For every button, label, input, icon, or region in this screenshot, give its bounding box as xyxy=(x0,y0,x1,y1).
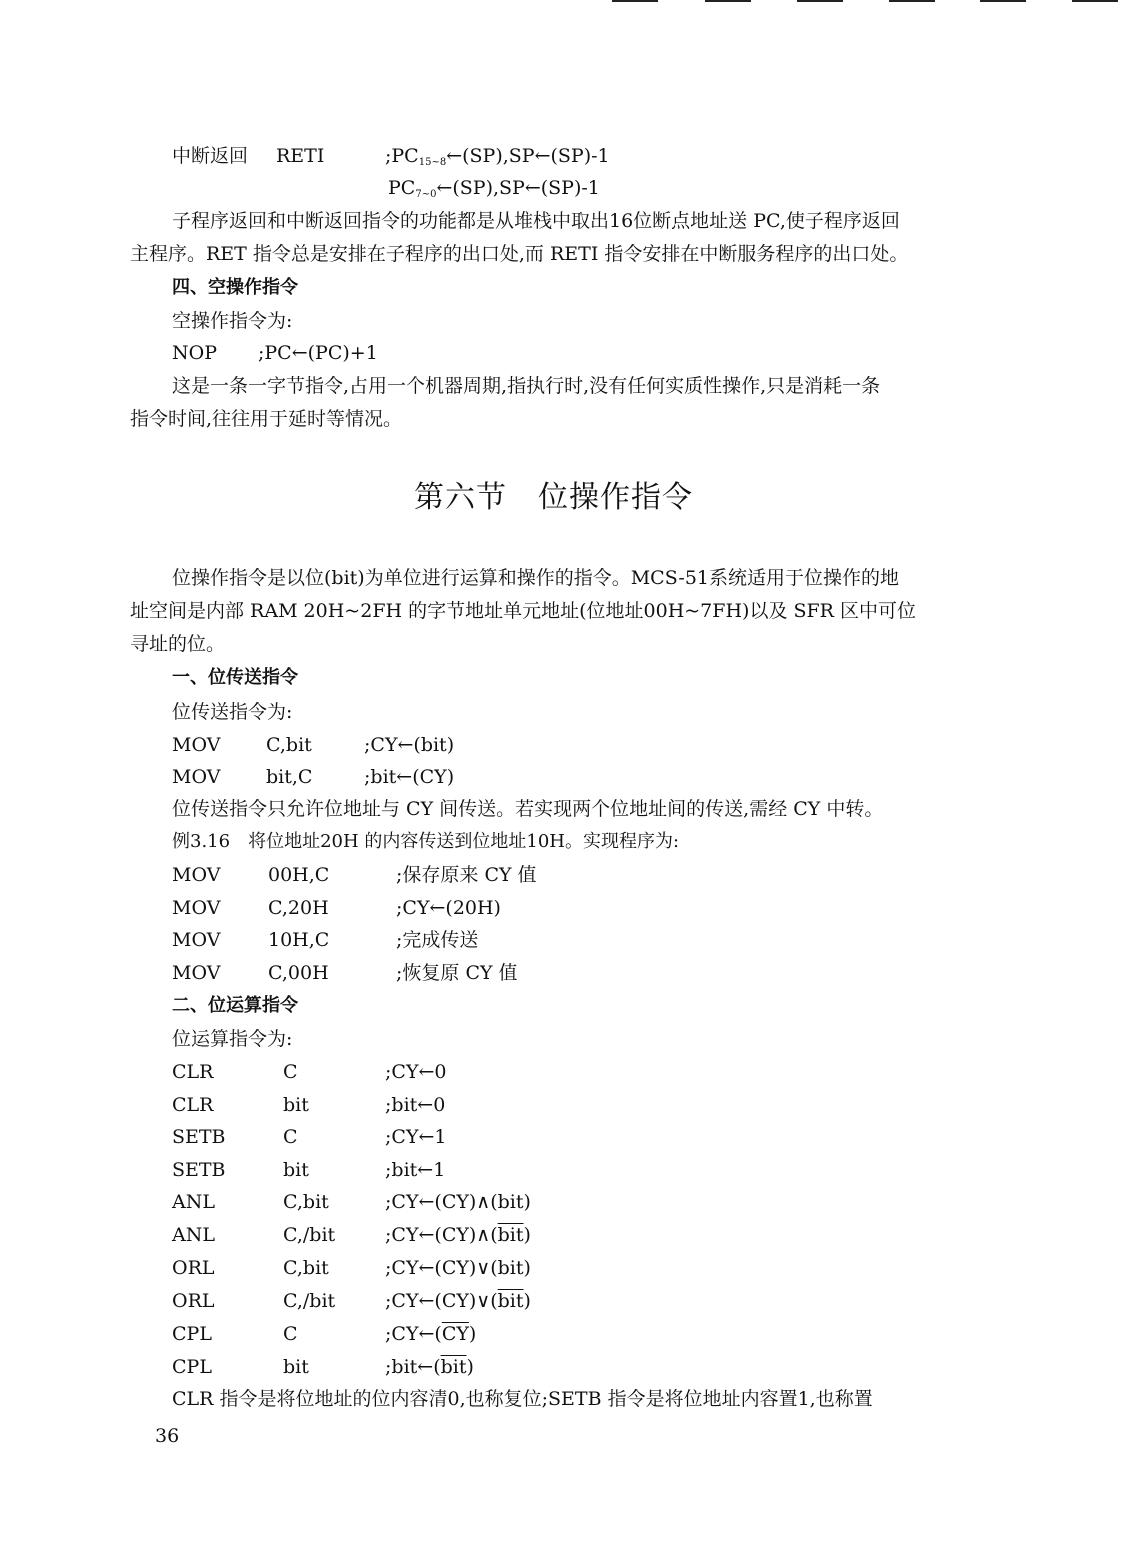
instruction-op: MOV xyxy=(172,897,221,919)
instruction-comment xyxy=(385,1325,476,1344)
instruction-arg: C,bit xyxy=(266,734,312,756)
section4-desc-line2: 指令时间,往往用于延时等情况。 xyxy=(130,408,403,430)
instruction-op: MOV xyxy=(172,929,221,951)
comment-pre: ;CY←( xyxy=(385,1323,442,1345)
intro-line1: 位操作指令是以位(bit)为单位进行运算和操作的指令。MCS-51系统适用于位操作的地 xyxy=(172,567,900,589)
intro-line2: 址空间是内部 RAM 20H~2FH 的字节地址单元地址(位地址00H~7FH)以及 SFR 区中可位 xyxy=(130,600,917,622)
instruction-op: CPL xyxy=(172,1356,212,1378)
reti-mnemonic: RETI xyxy=(276,145,325,167)
intro-line3: 寻址的位。 xyxy=(130,633,226,655)
reti-comment-line2 xyxy=(388,179,600,200)
section2-heading: 二、位运算指令 xyxy=(172,995,298,1016)
reti-label: 中断返回 xyxy=(172,145,249,167)
instruction-arg: C,20H xyxy=(268,897,329,919)
instruction-op: CLR xyxy=(172,1061,214,1083)
section1-intro: 位传送指令为: xyxy=(172,701,293,723)
instruction-arg: C xyxy=(283,1323,298,1345)
comment-post: ) xyxy=(523,1224,531,1246)
top-rule xyxy=(889,0,935,2)
instruction-arg: C,bit xyxy=(283,1257,329,1279)
instruction-comment: ;CY←(bit) xyxy=(364,734,455,756)
comment-negated: $\overline{bit}$ xyxy=(497,1290,524,1312)
instruction-op: SETB xyxy=(172,1159,226,1181)
page-number: 36 xyxy=(155,1425,180,1447)
comment-negated: $\overline{bit}$ xyxy=(497,1224,524,1246)
chapter-title: 第六节 位操作指令 xyxy=(414,480,693,515)
instruction-comment: ;bit←1 xyxy=(385,1159,446,1181)
instruction-op: MOV xyxy=(172,766,221,788)
para-return-line2: 主程序。RET 指令总是安排在子程序的出口处,而 RETI 指令安排在中断服务程序的出口处。 xyxy=(130,243,909,265)
comment-pre: ;CY←(CY)∨( xyxy=(385,1290,498,1312)
instruction-arg: bit xyxy=(283,1159,309,1181)
instruction-comment: ;CY←1 xyxy=(385,1126,447,1148)
top-rule xyxy=(980,0,1026,2)
section4-intro: 空操作指令为: xyxy=(172,310,293,332)
instruction-comment: ;保存原来 CY 值 xyxy=(396,864,537,886)
instruction-arg: bit,C xyxy=(266,766,313,788)
para-return-line1: 子程序返回和中断返回指令的功能都是从堆栈中取出16位断点地址送 PC,使子程序返回 xyxy=(172,210,900,232)
instruction-arg: C,/bit xyxy=(283,1290,336,1312)
nop-comment: ;PC←(PC)+1 xyxy=(258,342,378,364)
section1-note: 位传送指令只允许位地址与 CY 间传送。若实现两个位地址间的传送,需经 CY 中转。 xyxy=(172,798,884,820)
comment-post: ) xyxy=(468,1323,477,1345)
comment-negated: $\overline{CY}$ xyxy=(441,1323,469,1345)
instruction-comment xyxy=(385,1292,531,1311)
section2-intro: 位运算指令为: xyxy=(172,1028,293,1050)
instruction-op: ANL xyxy=(172,1191,215,1213)
instruction-comment xyxy=(385,1358,474,1377)
top-rule xyxy=(1072,0,1118,2)
instruction-comment: ;CY←(CY)∨(bit) xyxy=(385,1257,531,1279)
instruction-op: ORL xyxy=(172,1290,215,1312)
instruction-op: CPL xyxy=(172,1323,212,1345)
top-rule xyxy=(797,0,843,2)
instruction-comment: ;bit←0 xyxy=(385,1094,446,1116)
instruction-arg: C xyxy=(283,1126,298,1148)
instruction-op: SETB xyxy=(172,1126,226,1148)
instruction-arg: C,/bit xyxy=(283,1224,336,1246)
instruction-arg: C xyxy=(283,1061,298,1083)
instruction-op: MOV xyxy=(172,962,221,984)
instruction-op: ORL xyxy=(172,1257,215,1279)
nop-mnemonic: NOP xyxy=(172,342,217,364)
instruction-comment: ;bit←(CY) xyxy=(364,766,455,788)
instruction-comment: ;CY←0 xyxy=(385,1061,447,1083)
instruction-arg: C,bit xyxy=(283,1191,329,1213)
instruction-op: MOV xyxy=(172,734,221,756)
instruction-op: ANL xyxy=(172,1224,215,1246)
instruction-comment: ;恢复原 CY 值 xyxy=(396,962,518,984)
reti-pc-sub: 7~0 xyxy=(415,189,437,200)
section4-heading: 四、空操作指令 xyxy=(172,277,298,298)
instruction-arg: bit xyxy=(283,1094,309,1116)
instruction-comment xyxy=(385,1226,531,1245)
reti-pc-prefix: PC xyxy=(388,177,416,199)
instruction-arg: 10H,C xyxy=(268,929,330,951)
section4-desc-line1: 这是一条一字节指令,占用一个机器周期,指执行时,没有任何实质性操作,只是消耗一条 xyxy=(172,375,881,397)
instruction-arg: C,00H xyxy=(268,962,329,984)
instruction-comment: ;完成传送 xyxy=(396,929,479,951)
instruction-arg: bit xyxy=(283,1356,309,1378)
section1-heading: 一、位传送指令 xyxy=(172,667,298,688)
comment-negated: $\overline{bit}$ xyxy=(440,1356,467,1378)
comment-post: ) xyxy=(466,1356,474,1378)
comment-pre: ;bit←( xyxy=(385,1356,441,1378)
top-rule xyxy=(612,0,658,2)
instruction-op: MOV xyxy=(172,864,221,886)
example-label: 例3.16 将位地址20H 的内容传送到位地址10H。实现程序为: xyxy=(172,831,680,852)
top-rule xyxy=(705,0,751,2)
reti-comment-line1 xyxy=(385,147,610,168)
reti-pc-prefix: ;PC xyxy=(385,145,419,167)
reti-pc-sub: 15~8 xyxy=(418,157,447,168)
section2-closing: CLR 指令是将位地址的位内容清0,也称复位;SETB 指令是将位地址内容置1,也称置 xyxy=(172,1388,873,1410)
reti-pc-suffix: ←(SP),SP←(SP)-1 xyxy=(446,145,610,167)
comment-pre: ;CY←(CY)∧( xyxy=(385,1224,498,1246)
instruction-comment: ;CY←(CY)∧(bit) xyxy=(385,1191,531,1213)
reti-pc-suffix: ←(SP),SP←(SP)-1 xyxy=(436,177,600,199)
instruction-arg: 00H,C xyxy=(268,864,330,886)
comment-post: ) xyxy=(523,1290,531,1312)
instruction-comment: ;CY←(20H) xyxy=(396,897,501,919)
instruction-op: CLR xyxy=(172,1094,214,1116)
